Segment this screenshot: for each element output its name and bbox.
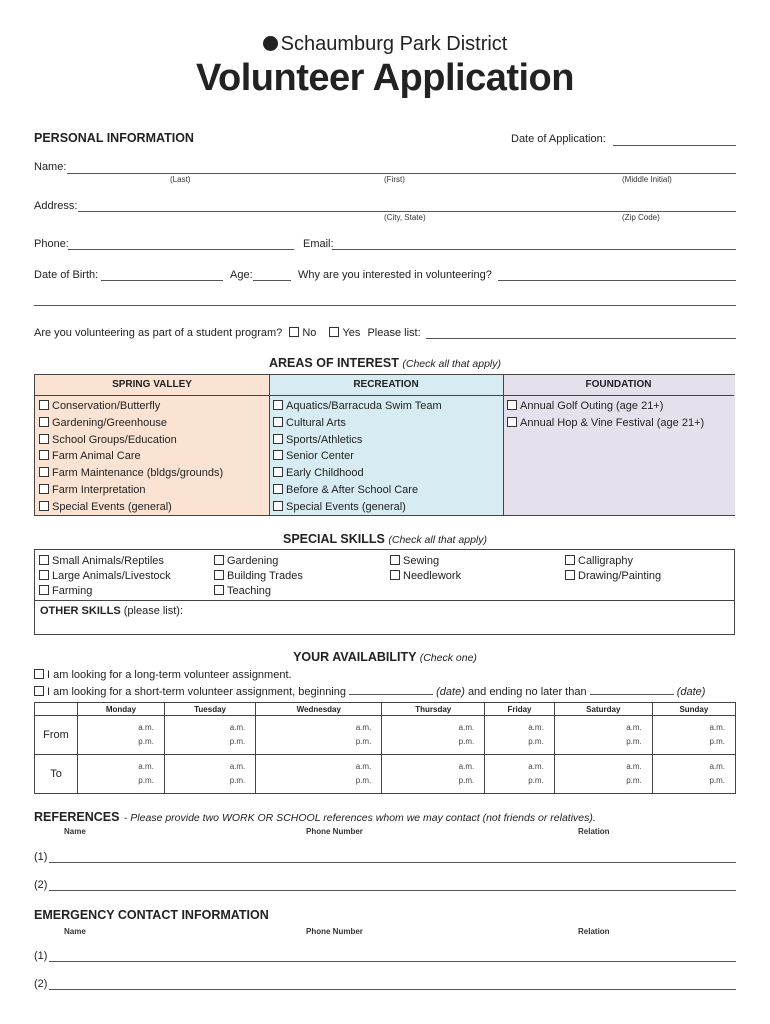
checkbox-option[interactable]: Special Events (general): [273, 499, 442, 516]
pm-label: p.m.: [458, 737, 475, 746]
time-cell[interactable]: [554, 755, 652, 794]
areas-heading: AREAS OF INTEREST (Check all that apply): [269, 356, 501, 370]
long-term-checkbox[interactable]: [34, 669, 44, 679]
checkbox[interactable]: [39, 570, 49, 580]
checkbox[interactable]: [214, 570, 224, 580]
am-label: a.m.: [355, 762, 372, 771]
checkbox-option[interactable]: School Groups/Education: [39, 432, 223, 449]
checkbox[interactable]: [214, 555, 224, 565]
skills-col-1: [39, 554, 171, 599]
checkbox-option[interactable]: Large Animals/Livestock: [39, 569, 171, 584]
checkbox[interactable]: [39, 585, 49, 595]
ref-line-2-label: (2): [34, 879, 48, 891]
time-cell[interactable]: [78, 755, 165, 794]
why-field[interactable]: [498, 280, 736, 281]
time-cell[interactable]: [78, 716, 165, 755]
ref-line-2-field[interactable]: [49, 890, 736, 891]
checkbox-option[interactable]: Annual Golf Outing (age 21+): [507, 398, 704, 415]
em-line-2-field[interactable]: [49, 989, 736, 990]
em-col-relation: Relation: [578, 927, 610, 936]
pm-label: p.m.: [229, 776, 246, 785]
availability-table: [34, 702, 736, 794]
long-term-option[interactable]: I am looking for a long-term volunteer assignment.: [34, 669, 292, 681]
checkbox-option[interactable]: Senior Center: [273, 448, 442, 465]
name-sub-first: (First): [384, 175, 405, 184]
time-cell[interactable]: [256, 716, 382, 755]
em-line-1-label: (1): [34, 950, 48, 962]
day-header: Wednesday: [256, 703, 382, 716]
checkbox-option[interactable]: Farm Interpretation: [39, 482, 223, 499]
checkbox-option[interactable]: Conservation/Butterfly: [39, 398, 223, 415]
checkbox-option[interactable]: Sports/Athletics: [273, 432, 442, 449]
time-cell[interactable]: [382, 716, 485, 755]
checkbox-option[interactable]: Cultural Arts: [273, 415, 442, 432]
day-header: Monday: [78, 703, 165, 716]
checkbox[interactable]: [39, 434, 49, 444]
date-label: Date of Application:: [511, 133, 606, 145]
checkbox[interactable]: [39, 467, 49, 477]
day-header: Saturday: [554, 703, 652, 716]
age-label: Age:: [230, 269, 253, 281]
checkbox[interactable]: [390, 555, 400, 565]
address-sub-city: (City, State): [384, 213, 426, 222]
areas-col-foundation: [503, 375, 735, 515]
skills-col-3: [390, 554, 461, 584]
student-yes-checkbox[interactable]: [329, 327, 339, 337]
name-field[interactable]: [67, 173, 736, 174]
checkbox[interactable]: [39, 450, 49, 460]
name-sub-last: (Last): [170, 175, 191, 184]
why-field-line2[interactable]: [34, 305, 736, 306]
checkbox[interactable]: [273, 400, 283, 410]
checkbox[interactable]: [273, 434, 283, 444]
checkbox-option[interactable]: Small Animals/Reptiles: [39, 554, 171, 569]
ref-col-phone: Phone Number: [306, 827, 363, 836]
address-label: Address:: [34, 200, 78, 212]
checkbox-option[interactable]: Early Childhood: [273, 465, 442, 482]
checkbox[interactable]: [39, 501, 49, 511]
start-date-field[interactable]: [349, 694, 433, 695]
pm-label: p.m.: [626, 737, 642, 746]
checkbox-option[interactable]: Annual Hop & Vine Festival (age 21+): [507, 415, 704, 432]
areas-list-recreation: [273, 398, 442, 516]
phone-field[interactable]: [68, 249, 294, 250]
pm-label: p.m.: [528, 737, 544, 746]
am-label: a.m.: [458, 762, 475, 771]
pm-label: p.m.: [709, 776, 725, 785]
checkbox-option[interactable]: Needlework: [390, 569, 461, 584]
phone-label: Phone:: [34, 238, 69, 250]
checkbox-option[interactable]: Building Trades: [214, 569, 303, 584]
em-line-1-field[interactable]: [49, 961, 736, 962]
to-row: [35, 755, 736, 794]
am-label: a.m.: [138, 723, 154, 732]
ref-line-1-field[interactable]: [49, 862, 736, 863]
checkbox[interactable]: [39, 417, 49, 427]
checkbox[interactable]: [507, 400, 517, 410]
am-label: a.m.: [709, 723, 725, 732]
checkbox[interactable]: [39, 555, 49, 565]
pm-label: p.m.: [709, 737, 725, 746]
skills-heading: SPECIAL SKILLS (Check all that apply): [283, 532, 487, 546]
student-no-label: No: [302, 327, 317, 339]
student-yes-label: Yes: [342, 327, 361, 339]
age-field[interactable]: [253, 280, 291, 281]
am-label: a.m.: [709, 762, 725, 771]
date-field[interactable]: [613, 145, 736, 146]
checkbox[interactable]: [39, 484, 49, 494]
skills-col-2: [214, 554, 303, 599]
name-label: Name:: [34, 161, 67, 173]
short-term-checkbox[interactable]: [34, 686, 44, 696]
day-header: Sunday: [652, 703, 735, 716]
name-sub-middle: (Middle Initial): [622, 175, 672, 184]
pm-label: p.m.: [458, 776, 475, 785]
checkbox-option[interactable]: Special Events (general): [39, 499, 223, 516]
checkbox[interactable]: [273, 417, 283, 427]
checkbox-option[interactable]: Calligraphy: [565, 554, 661, 569]
time-cell[interactable]: [485, 755, 555, 794]
checkbox-option[interactable]: Farm Animal Care: [39, 448, 223, 465]
areas-list-foundation: [507, 398, 704, 432]
end-date-field[interactable]: [590, 694, 674, 695]
checkbox-option[interactable]: Gardening/Greenhouse: [39, 415, 223, 432]
checkbox-option[interactable]: Drawing/Painting: [565, 569, 661, 584]
corner-cell: [35, 703, 78, 716]
pm-label: p.m.: [229, 737, 246, 746]
checkbox[interactable]: [273, 484, 283, 494]
please-list-label: Please list:: [367, 327, 421, 339]
checkbox-option[interactable]: Before & After School Care: [273, 482, 442, 499]
checkbox-option[interactable]: Farming: [39, 584, 171, 599]
checkbox-option[interactable]: Aquatics/Barracuda Swim Team: [273, 398, 442, 415]
address-field[interactable]: [78, 211, 736, 212]
row-label: From: [35, 716, 78, 755]
skills-rule: [35, 600, 734, 601]
dob-label: Date of Birth:: [34, 269, 99, 281]
checkbox[interactable]: [39, 400, 49, 410]
row-label: To: [35, 755, 78, 794]
pm-label: p.m.: [626, 776, 642, 785]
address-sub-zip: (Zip Code): [622, 213, 660, 222]
other-skills-label: OTHER SKILLS (please list):: [40, 605, 184, 617]
areas-header-rule: [35, 395, 734, 396]
pm-label: p.m.: [138, 776, 154, 785]
skills-col-4: [565, 554, 661, 584]
pm-label: p.m.: [355, 776, 372, 785]
time-cell[interactable]: [554, 716, 652, 755]
checkbox-option[interactable]: Farm Maintenance (bldgs/grounds): [39, 465, 223, 482]
time-cell[interactable]: [164, 755, 255, 794]
org-name: Schaumburg Park District: [280, 33, 508, 55]
ref-col-relation: Relation: [578, 827, 610, 836]
ref-line-1-label: (1): [34, 851, 48, 863]
org-header: [0, 33, 770, 56]
em-col-name: Name: [64, 927, 86, 936]
areas-title-foundation: FOUNDATION: [585, 379, 652, 390]
other-skills-field[interactable]: [140, 603, 730, 631]
checkbox[interactable]: [273, 450, 283, 460]
areas-title-recreation: RECREATION: [353, 379, 419, 390]
dob-field[interactable]: [101, 280, 223, 281]
am-label: a.m.: [355, 723, 372, 732]
checkbox[interactable]: [273, 467, 283, 477]
ref-col-name: Name: [64, 827, 86, 836]
checkbox[interactable]: [565, 570, 575, 580]
time-cell[interactable]: [382, 755, 485, 794]
short-term-option[interactable]: I am looking for a short-term volunteer assignment, beginning (date) and ending no later than (date): [34, 686, 705, 698]
email-field[interactable]: [332, 249, 736, 250]
am-label: a.m.: [229, 723, 246, 732]
page-title: Volunteer Application: [196, 57, 574, 99]
checkbox[interactable]: [507, 417, 517, 427]
am-label: a.m.: [138, 762, 154, 771]
am-label: a.m.: [528, 762, 544, 771]
tree-logo-icon: [263, 36, 278, 51]
pm-label: p.m.: [528, 776, 544, 785]
day-header: Thursday: [382, 703, 485, 716]
am-label: a.m.: [229, 762, 246, 771]
time-cell[interactable]: [652, 755, 735, 794]
email-label: Email:: [303, 238, 334, 250]
checkbox-option[interactable]: Gardening: [214, 554, 303, 569]
am-label: a.m.: [626, 723, 642, 732]
student-question: Are you volunteering as part of a student program? No Yes Please list:: [34, 327, 421, 339]
checkbox[interactable]: [214, 585, 224, 595]
checkbox-option[interactable]: Sewing: [390, 554, 461, 569]
time-cell[interactable]: [652, 716, 735, 755]
am-label: a.m.: [458, 723, 475, 732]
pm-label: p.m.: [138, 737, 154, 746]
checkbox[interactable]: [273, 501, 283, 511]
areas-title-spring: SPRING VALLEY: [112, 379, 192, 390]
checkbox-option[interactable]: Teaching: [214, 584, 303, 599]
emergency-heading: EMERGENCY CONTACT INFORMATION: [34, 908, 269, 922]
why-label: Why are you interested in volunteering?: [298, 269, 492, 281]
time-cell[interactable]: [256, 755, 382, 794]
from-row: [35, 716, 736, 755]
student-no-checkbox[interactable]: [289, 327, 299, 337]
am-label: a.m.: [528, 723, 544, 732]
em-col-phone: Phone Number: [306, 927, 363, 936]
am-label: a.m.: [626, 762, 642, 771]
day-header: Friday: [485, 703, 555, 716]
day-header: Tuesday: [164, 703, 255, 716]
personal-heading: PERSONAL INFORMATION: [34, 131, 194, 145]
em-line-2-label: (2): [34, 978, 48, 990]
student-list-field[interactable]: [426, 338, 736, 339]
availability-heading: YOUR AVAILABILITY (Check one): [293, 650, 477, 664]
pm-label: p.m.: [355, 737, 372, 746]
time-cell[interactable]: [485, 716, 555, 755]
checkbox[interactable]: [390, 570, 400, 580]
references-heading: REFERENCES - Please provide two WORK OR SCHOOL references whom we may contact (not friends or relatives).: [34, 810, 596, 824]
checkbox[interactable]: [565, 555, 575, 565]
areas-list-spring: [39, 398, 223, 516]
time-cell[interactable]: [164, 716, 255, 755]
